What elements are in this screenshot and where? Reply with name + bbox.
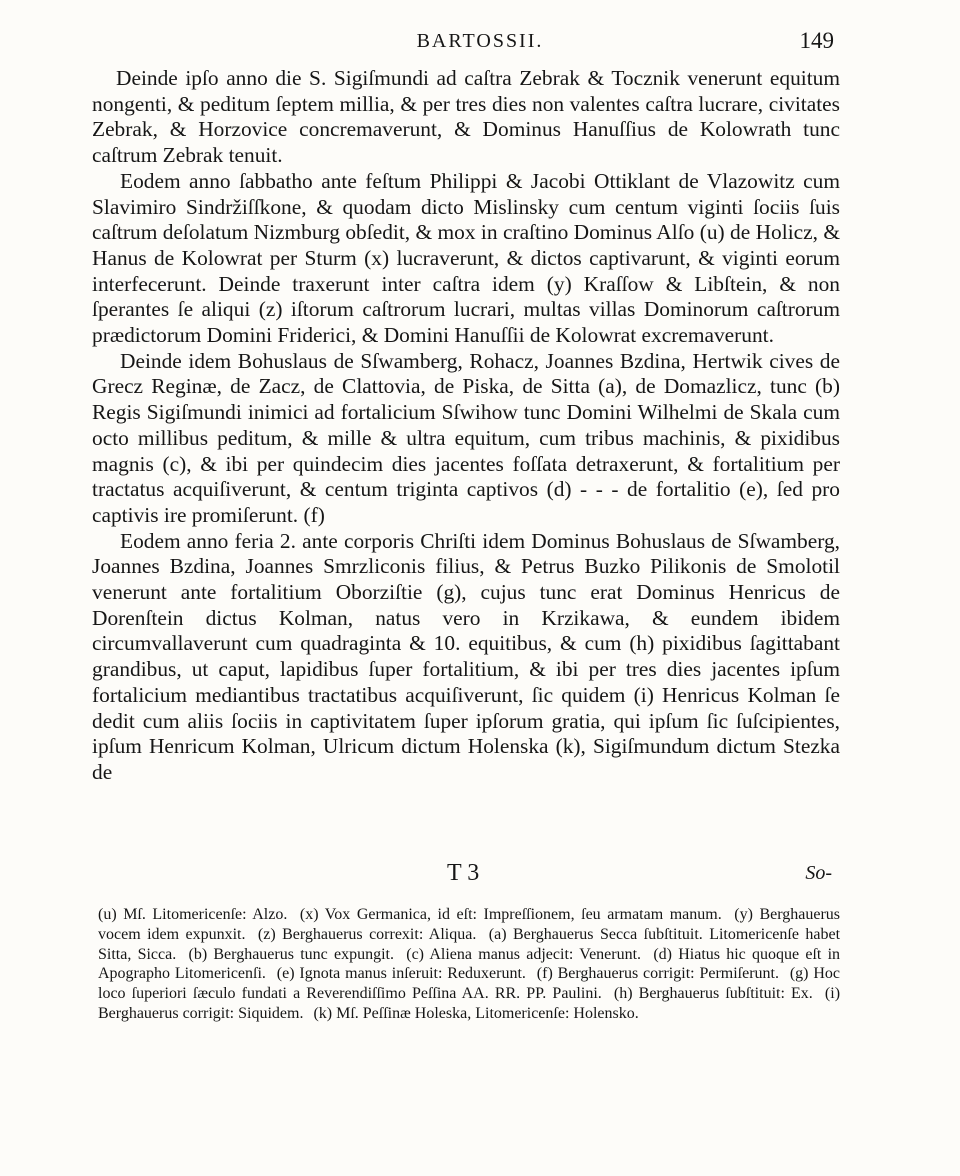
main-text [92,66,840,786]
page-number: 149 [799,28,834,53]
paragraph: Deinde idem Bohuslaus de Sſwamberg, Rohacz, Joannes Bzdina, Hertwik cives de Grecz Reginæ, de Zacz, de Clattovia, de Piska, de Sitta (a), de Domazlicz, tunc (b) Regis Sigiſmundi inimici ad fortalicium Sſwihow tunc Domini Wilhelmi de Skala cum octo millibus peditum, & mille & ultra equitum, cum tribus machinis, & pixidibus magnis (c), & ibi per quindecim dies jacentes foſſata detraxerunt, & fortalitium per tractatus acquiſiverunt, & centum triginta captivos (d) - - - de fortalitio (e), ſed pro captivis ire promiſerunt. (f) [92,348,840,527]
footnote: (c) Aliena manus adjecit: Venerunt. [406,945,642,963]
footnote: (d) Hiatus hic quoque eſt in Apographo Litomericenſi. [98,945,841,983]
paragraph: Eodem anno feria 2. ante corporis Chriſti idem Dominus Bohuslaus de Sſwamberg, Joannes Bzdina, Joannes Smrzliconis filius, & Petrus Buzko Pilikonis de Smolotil venerunt ante fortalitium Oborziſtie (g), cujus tunc erat Dominus Henricus de Dorenſtein dictus Kolman, natus vero in Krzikawa, & eundem ibidem circumvallaverunt cum quadraginta & 10. equitibus, & cum (h) pixidibus ſagittabant grandibus, ut caput, lapidibus ſuper fortalitium, & ibi per tres dies jacentes ipſum fortalicium mediantibus tractatibus acquiſiverunt, ſic quidem (i) Henricus Kolman ſe dedit cum aliis ſociis in captivitatem ſuper ipſorum gratia, qui ipſum ſic ſuſcipientes, ipſum Henricum Kolman, Ulricum dictum Holenska (k), Sigiſmundum dictum Stezka de [92,528,840,784]
footnote: (x) Vox Germanica, id eſt: Impreſſionem, ſeu armatam manum. [299,906,722,923]
footnote: (u) Mſ. Litomericenſe: Alzo. [98,906,288,923]
footnotes [98,905,840,1024]
paragraph: Eodem anno ſabbatho ante feſtum Philippi & Jacobi Ottiklant de Vlazowitz cum Slavimiro Sindržiſſkone, & quodam dicto Mislinsky cum centum viginti ſociis ſuis caſtrum deſolatum Nizmburg obſedit, & mox in craſtino Dominus Alſo (u) de Holicz, & Hanus de Kolowrat per Sturm (x) lucraverunt, & dictos captivarunt, & viginti eorum interfecerunt. Deinde traxerunt inter caſtra idem (y) Kraſſow & Libſtein, & non ſperantes ſe aliqui (z) iſtorum caſtrorum lucrari, multas villas Dominorum caſtrorum prædictorum Domini Friderici, & Domini Hanuſſii de Kolowrat excremaverunt. [92,168,840,348]
footnote: (b) Berghauerus tunc expungit. [188,945,394,963]
signature-mark: T 3 [447,860,480,886]
footnote: (i) Berghauerus corrigit: Siquidem. [98,985,841,1022]
signature-line [92,860,840,890]
catchword: So- [805,862,832,884]
footnote: (e) Ignota manus inſeruit: Reduxerunt. [276,965,526,983]
running-title: BARTOSSII. [416,30,544,52]
footnote: (z) Berghauerus correxit: Aliqua. [257,925,477,943]
footnote: (f) Berghauerus corrigit: Permiſerunt. [536,965,779,983]
paragraph: Deinde ipſo anno die S. Sigiſmundi ad caſtra Zebrak & Tocznik venerunt equitum nongenti, & peditum ſeptem millia, & per tres dies non valentes caſtra lucrare, civitates Zebrak, & Horzovice concremaverunt, & Dominus Hanuſſius de Kolowrath tunc caſtrum Zebrak tenuit. [92,66,840,168]
running-head [0,30,960,60]
footnote: (h) Berghauerus ſubſtituit: Ex. [613,985,813,1003]
footnote: (k) Mſ. Peſſinæ Holeska, Litomericenſe: Holensko. [313,1004,639,1022]
footnote: (g) Hoc loco ſuperiori ſæculo fundati a Reverendiſſimo Peſſina AA. RR. PP. Paulini. [98,965,841,1003]
footnote: (a) Berghauerus Secca ſubſtituit. Litomericenſe habet Sitta, Sicca. [98,925,841,963]
footnote: (y) Berghauerus vocem idem expunxit. [98,906,841,943]
